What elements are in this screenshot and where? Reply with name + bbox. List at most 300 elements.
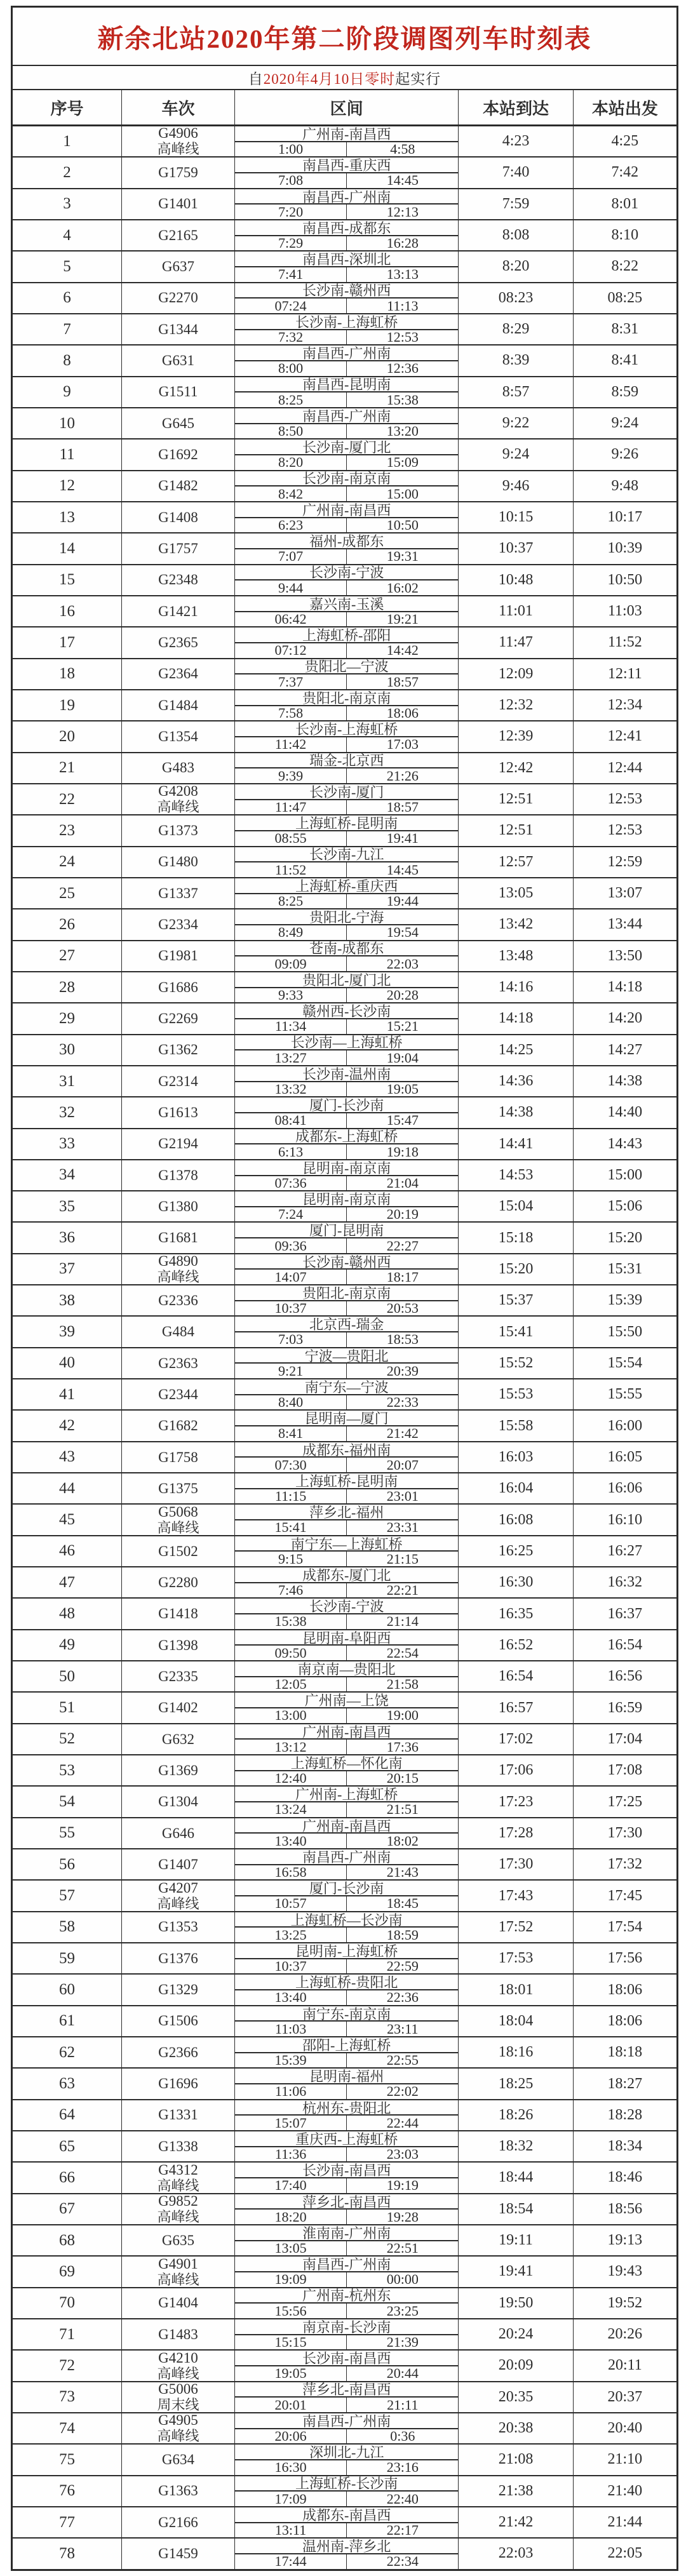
route-times	[235, 2210, 458, 2224]
destination-arrival-time: 15:09	[386, 454, 419, 471]
station-arrival-time: 16:08	[459, 1505, 573, 1534]
row-seq: 75	[13, 2445, 122, 2474]
origin-departure-time: 7:46	[235, 1583, 347, 1598]
table-row	[13, 220, 676, 252]
route-name: 南昌西-广州南	[235, 408, 458, 424]
row-train-number	[122, 1035, 235, 1065]
station-arrival-time: 16:04	[459, 1473, 573, 1503]
row-train-number	[122, 2476, 235, 2506]
destination-arrival-time: 22:36	[386, 1989, 419, 2006]
train-number: G483	[161, 760, 195, 776]
row-train-number	[122, 1129, 235, 1159]
row-section	[235, 1442, 459, 1472]
row-train-number	[122, 1661, 235, 1691]
row-seq: 23	[13, 815, 122, 845]
origin-departure-time: 15:56	[235, 2304, 347, 2318]
destination-arrival-time: 21:51	[386, 1801, 419, 1818]
origin-departure-time: 10:37	[235, 1301, 347, 1316]
destination-arrival-time: 23:31	[386, 1519, 419, 1536]
table-row	[13, 1567, 676, 1599]
train-number: G1369	[158, 1762, 198, 1778]
station-departure-time: 21:44	[607, 2514, 643, 2531]
row-section	[235, 1849, 459, 1879]
destination-arrival-time: 22:44	[386, 2114, 419, 2131]
route-times	[235, 518, 458, 533]
row-train-number	[122, 408, 235, 438]
row-seq: 43	[13, 1442, 122, 1472]
origin-departure-time: 20:06	[235, 2429, 347, 2444]
row-train-number	[122, 1787, 235, 1816]
station-departure-time: 9:26	[611, 446, 639, 463]
train-number: G5068	[158, 1503, 198, 1520]
row-section	[235, 1599, 459, 1628]
route-times	[235, 2460, 458, 2475]
destination-arrival-time: 19:04	[386, 1049, 419, 1066]
row-section	[235, 1379, 459, 1409]
station-arrival-time: 9:24	[459, 439, 573, 469]
row-train-number	[122, 909, 235, 939]
row-train-number	[122, 2413, 235, 2443]
station-arrival-time: 08:23	[459, 283, 573, 313]
train-number: G1482	[158, 478, 198, 494]
station-departure-time: 21:10	[607, 2451, 643, 2468]
destination-arrival-time: 23:01	[386, 1488, 419, 1505]
row-seq: 17	[13, 627, 122, 657]
row-train-number	[122, 158, 235, 187]
route-times	[235, 2147, 458, 2162]
route-name: 萍乡北-福州	[235, 1505, 458, 1520]
route-times	[235, 1144, 458, 1159]
table-row	[13, 690, 676, 721]
row-train-number	[122, 1066, 235, 1096]
row-seq: 11	[13, 439, 122, 469]
destination-arrival-time: 16:28	[386, 235, 419, 251]
row-seq: 73	[13, 2382, 122, 2412]
row-seq: 69	[13, 2257, 122, 2286]
row-train-number	[122, 847, 235, 877]
route-name: 南昌西-昆明南	[235, 377, 458, 393]
destination-arrival-time: 19:41	[386, 830, 419, 847]
row-seq: 60	[13, 1975, 122, 2004]
station-departure-time: 12:59	[607, 853, 643, 870]
station-departure-time: 19:13	[607, 2232, 643, 2249]
station-arrival-time: 14:41	[459, 1129, 573, 1159]
route-times	[235, 706, 458, 721]
origin-departure-time: 9:44	[235, 580, 347, 595]
station-departure-time: 15:39	[607, 1292, 643, 1309]
station-departure-time: 15:55	[607, 1386, 643, 1403]
station-departure-time: 18:56	[607, 2200, 643, 2217]
origin-departure-time: 13:12	[235, 1740, 347, 1754]
destination-arrival-time: 20:28	[386, 986, 419, 1003]
train-number: G1376	[158, 1950, 198, 1966]
origin-departure-time: 9:15	[235, 1552, 347, 1566]
row-seq: 55	[13, 1818, 122, 1848]
row-section	[235, 627, 459, 657]
row-section	[235, 1254, 459, 1284]
table-row	[13, 2225, 676, 2257]
route-name: 上海虹桥—怀化南	[235, 1755, 458, 1771]
train-number: G1304	[158, 1794, 198, 1810]
row-train-number	[122, 502, 235, 532]
route-times	[235, 1082, 458, 1097]
station-departure-time: 20:40	[607, 2420, 643, 2437]
train-note: 高峰线	[157, 1519, 199, 1536]
station-departure-time: 15:20	[607, 1229, 643, 1246]
station-arrival-time: 13:48	[459, 941, 573, 971]
row-section	[235, 1191, 459, 1221]
row-section	[235, 1787, 459, 1816]
destination-arrival-time: 14:45	[386, 861, 419, 878]
station-arrival-time: 22:03	[459, 2539, 573, 2568]
train-number: G631	[161, 352, 195, 369]
row-train-number	[122, 1191, 235, 1221]
route-times	[235, 1301, 458, 1316]
row-seq: 7	[13, 314, 122, 344]
row-train-number	[122, 1818, 235, 1848]
page-title-text: 新余北站2020年第二阶段调图列车时刻表	[97, 23, 592, 53]
row-train-number	[122, 2100, 235, 2130]
station-arrival-time: 8:20	[459, 252, 573, 281]
station-arrival-time: 17:23	[459, 1787, 573, 1816]
table-row	[13, 2037, 676, 2069]
route-name: 广州南-南昌西	[235, 126, 458, 142]
station-arrival-time: 18:26	[459, 2100, 573, 2130]
route-times	[235, 1270, 458, 1284]
origin-departure-time: 7:32	[235, 330, 347, 345]
route-name: 昆明南—厦门	[235, 1411, 458, 1426]
station-departure-time: 12:53	[607, 822, 643, 839]
row-seq: 76	[13, 2476, 122, 2506]
row-section	[235, 283, 459, 313]
station-arrival-time: 8:57	[459, 377, 573, 407]
table-row	[13, 847, 676, 878]
row-section	[235, 2225, 459, 2255]
route-name: 贵阳北-南京南	[235, 690, 458, 706]
row-section	[235, 1411, 459, 1440]
row-train-number	[122, 721, 235, 751]
station-departure-time: 14:20	[607, 1010, 643, 1027]
station-arrival-time: 16:54	[459, 1661, 573, 1691]
destination-arrival-time: 18:17	[386, 1268, 419, 1285]
row-section	[235, 659, 459, 689]
station-arrival-time: 4:23	[459, 126, 573, 156]
station-departure-time: 16:56	[607, 1668, 643, 1685]
station-departure-time: 18:18	[607, 2044, 643, 2061]
route-times	[235, 361, 458, 376]
destination-arrival-time: 20:19	[386, 1206, 419, 1223]
train-number: G2280	[158, 1574, 198, 1590]
destination-arrival-time: 22:27	[386, 1237, 419, 1254]
route-name: 杭州东-贵阳北	[235, 2100, 458, 2116]
destination-arrival-time: 17:03	[386, 736, 419, 753]
row-seq: 32	[13, 1097, 122, 1127]
route-times	[235, 1520, 458, 1535]
table-row	[13, 2131, 676, 2163]
origin-departure-time: 11:34	[235, 1019, 347, 1034]
table-row	[13, 2006, 676, 2037]
origin-departure-time: 7:08	[235, 173, 347, 188]
origin-departure-time: 13:32	[235, 1082, 347, 1097]
row-seq: 14	[13, 533, 122, 563]
destination-arrival-time: 21:11	[387, 2396, 419, 2413]
row-seq: 29	[13, 1003, 122, 1033]
route-name: 南昌西-广州南	[235, 2257, 458, 2272]
station-departure-time: 8:59	[611, 383, 639, 400]
row-section	[235, 471, 459, 501]
station-arrival-time: 17:06	[459, 1755, 573, 1785]
row-section	[235, 439, 459, 469]
route-name: 昆明南-阜阳西	[235, 1630, 458, 1646]
train-number: G9852	[158, 2193, 198, 2210]
origin-departure-time: 17:44	[235, 2554, 347, 2569]
destination-arrival-time: 22:55	[386, 2052, 419, 2069]
route-name: 成都东-南昌西	[235, 2507, 458, 2523]
station-arrival-time: 19:50	[459, 2288, 573, 2318]
row-seq: 54	[13, 1787, 122, 1816]
destination-arrival-time: 22:51	[386, 2240, 419, 2256]
origin-departure-time: 8:25	[235, 392, 347, 407]
train-number: G1373	[158, 822, 198, 838]
row-seq: 74	[13, 2413, 122, 2443]
column-header-seq: 序号	[13, 90, 122, 124]
origin-departure-time: 8:00	[235, 361, 347, 376]
train-number: G1363	[158, 2483, 198, 2499]
row-section	[235, 909, 459, 939]
station-arrival-time: 10:37	[459, 533, 573, 563]
station-arrival-time: 18:01	[459, 1975, 573, 2004]
route-times	[235, 1646, 458, 1660]
row-train-number	[122, 1912, 235, 1942]
column-header-arrive: 本站到达	[459, 90, 573, 124]
destination-arrival-time: 20:44	[386, 2365, 419, 2382]
station-departure-time: 21:40	[607, 2482, 643, 2499]
row-seq: 8	[13, 345, 122, 375]
train-number: G645	[161, 415, 195, 431]
destination-arrival-time: 15:21	[386, 1018, 419, 1035]
station-arrival-time: 10:48	[459, 565, 573, 595]
destination-arrival-time: 21:15	[386, 1550, 419, 1567]
train-number: G5006	[158, 2381, 198, 2398]
origin-departure-time: 7:58	[235, 706, 347, 721]
route-name: 厦门-长沙南	[235, 1097, 458, 1113]
route-times	[235, 1896, 458, 1911]
station-arrival-time: 8:08	[459, 220, 573, 250]
destination-arrival-time: 18:06	[386, 704, 419, 721]
table-row	[13, 1912, 676, 1943]
route-name: 嘉兴南-玉溪	[235, 596, 458, 612]
row-seq: 18	[13, 659, 122, 689]
row-train-number	[122, 471, 235, 501]
train-number: G1759	[158, 164, 198, 181]
row-section	[235, 1003, 459, 1033]
row-seq: 41	[13, 1379, 122, 1409]
destination-arrival-time: 21:39	[386, 2333, 419, 2350]
table-row	[13, 1348, 676, 1379]
row-train-number	[122, 283, 235, 313]
origin-departure-time: 08:55	[235, 831, 347, 846]
station-departure-time: 18:06	[607, 1981, 643, 1998]
origin-departure-time: 13:05	[235, 2241, 347, 2256]
route-name: 成都东-厦门北	[235, 1567, 458, 1583]
row-seq: 58	[13, 1912, 122, 1942]
row-train-number	[122, 2194, 235, 2224]
row-section	[235, 2288, 459, 2318]
origin-departure-time: 15:41	[235, 1520, 347, 1535]
train-number: G2194	[158, 1136, 198, 1152]
destination-arrival-time: 15:00	[386, 485, 419, 502]
destination-arrival-time: 22:33	[386, 1394, 419, 1411]
train-number: G1375	[158, 1480, 198, 1496]
row-seq: 36	[13, 1223, 122, 1252]
table-row	[13, 2476, 676, 2507]
station-departure-time: 15:06	[607, 1198, 643, 1215]
station-arrival-time: 16:52	[459, 1630, 573, 1660]
table-row	[13, 972, 676, 1003]
origin-departure-time: 9:33	[235, 988, 347, 1003]
station-departure-time: 14:43	[607, 1135, 643, 1152]
route-times	[235, 2429, 458, 2444]
station-arrival-time: 14:53	[459, 1160, 573, 1190]
route-times	[235, 1959, 458, 1974]
table-row	[13, 941, 676, 972]
station-arrival-time: 12:42	[459, 753, 573, 783]
row-section	[235, 252, 459, 281]
table-row	[13, 1285, 676, 1317]
route-times	[235, 2554, 458, 2569]
row-seq: 38	[13, 1285, 122, 1315]
row-seq: 63	[13, 2069, 122, 2098]
destination-arrival-time: 14:45	[386, 172, 419, 189]
route-times	[235, 612, 458, 627]
table-row	[13, 439, 676, 471]
station-arrival-time: 21:38	[459, 2476, 573, 2506]
row-section	[235, 158, 459, 187]
destination-arrival-time: 18:53	[386, 1331, 419, 1348]
train-number: G484	[161, 1324, 195, 1340]
route-times	[235, 2335, 458, 2350]
row-section	[235, 1129, 459, 1159]
route-name: 南昌西-广州南	[235, 1849, 458, 1865]
origin-departure-time: 6:23	[235, 518, 347, 533]
origin-departure-time: 8:41	[235, 1426, 347, 1441]
row-seq: 34	[13, 1160, 122, 1190]
origin-departure-time: 6:13	[235, 1144, 347, 1159]
station-departure-time: 15:54	[607, 1354, 643, 1371]
route-times	[235, 1552, 458, 1566]
route-times	[235, 424, 458, 439]
origin-departure-time: 7:07	[235, 549, 347, 564]
table-row	[13, 1818, 676, 1849]
table-row	[13, 1066, 676, 1097]
route-times	[235, 2084, 458, 2099]
route-name: 长沙南-赣州西	[235, 1254, 458, 1270]
station-departure-time: 12:44	[607, 759, 643, 776]
origin-departure-time: 8:50	[235, 424, 347, 439]
route-times	[235, 1990, 458, 2005]
row-train-number	[122, 753, 235, 783]
route-times	[235, 1489, 458, 1504]
station-arrival-time: 15:53	[459, 1379, 573, 1409]
route-times	[235, 1458, 458, 1472]
table-row	[13, 1411, 676, 1442]
route-times	[235, 925, 458, 940]
row-seq: 13	[13, 502, 122, 532]
station-departure-time: 16:05	[607, 1448, 643, 1465]
station-arrival-time: 9:46	[459, 471, 573, 501]
station-departure-time: 7:42	[611, 164, 639, 181]
row-section	[235, 784, 459, 814]
station-departure-time: 11:03	[607, 603, 642, 620]
row-section	[235, 2319, 459, 2349]
train-number: G2334	[158, 916, 198, 932]
route-name: 长沙南-九江	[235, 847, 458, 863]
row-section	[235, 753, 459, 783]
row-section	[235, 2507, 459, 2537]
origin-departure-time: 11:42	[235, 737, 347, 752]
table-row	[13, 2100, 676, 2131]
route-times	[235, 267, 458, 282]
destination-arrival-time: 21:04	[386, 1174, 419, 1191]
route-name: 淮南南-广州南	[235, 2225, 458, 2241]
origin-departure-time: 11:52	[235, 862, 347, 877]
station-arrival-time: 15:20	[459, 1254, 573, 1284]
row-seq: 70	[13, 2288, 122, 2318]
origin-departure-time: 16:58	[235, 1865, 347, 1880]
train-note: 高峰线	[157, 2271, 199, 2288]
destination-arrival-time: 21:58	[386, 1676, 419, 1693]
train-number: G1613	[158, 1104, 198, 1120]
train-number: G2335	[158, 1668, 198, 1684]
destination-arrival-time: 12:36	[386, 360, 419, 377]
route-name: 北京西-瑞金	[235, 1317, 458, 1332]
row-train-number	[122, 878, 235, 908]
route-name: 上海虹桥-邵阳	[235, 627, 458, 643]
row-seq: 44	[13, 1473, 122, 1503]
row-section	[235, 2476, 459, 2506]
row-train-number	[122, 1724, 235, 1754]
row-seq: 65	[13, 2131, 122, 2161]
row-train-number	[122, 1693, 235, 1722]
train-number: G1407	[158, 1856, 198, 1872]
row-train-number	[122, 941, 235, 971]
route-times	[235, 2523, 458, 2538]
train-number: G1338	[158, 2138, 198, 2154]
destination-arrival-time: 18:57	[386, 673, 419, 690]
route-times	[235, 894, 458, 909]
station-arrival-time: 16:35	[459, 1599, 573, 1628]
row-section	[235, 1912, 459, 1942]
station-arrival-time: 12:51	[459, 815, 573, 845]
train-number: G1480	[158, 854, 198, 870]
station-arrival-time: 7:40	[459, 158, 573, 187]
table-row	[13, 909, 676, 941]
route-times	[235, 800, 458, 815]
destination-arrival-time: 19:54	[386, 924, 419, 941]
origin-departure-time: 13:24	[235, 1802, 347, 1817]
table-row	[13, 158, 676, 189]
row-section	[235, 2100, 459, 2130]
origin-departure-time: 12:05	[235, 1677, 347, 1692]
row-seq: 57	[13, 1881, 122, 1910]
route-times	[235, 674, 458, 689]
row-section	[235, 1317, 459, 1346]
destination-arrival-time: 22:21	[386, 1582, 419, 1599]
row-train-number	[122, 1505, 235, 1534]
row-section	[235, 878, 459, 908]
row-seq: 52	[13, 1724, 122, 1754]
table-row	[13, 2194, 676, 2225]
